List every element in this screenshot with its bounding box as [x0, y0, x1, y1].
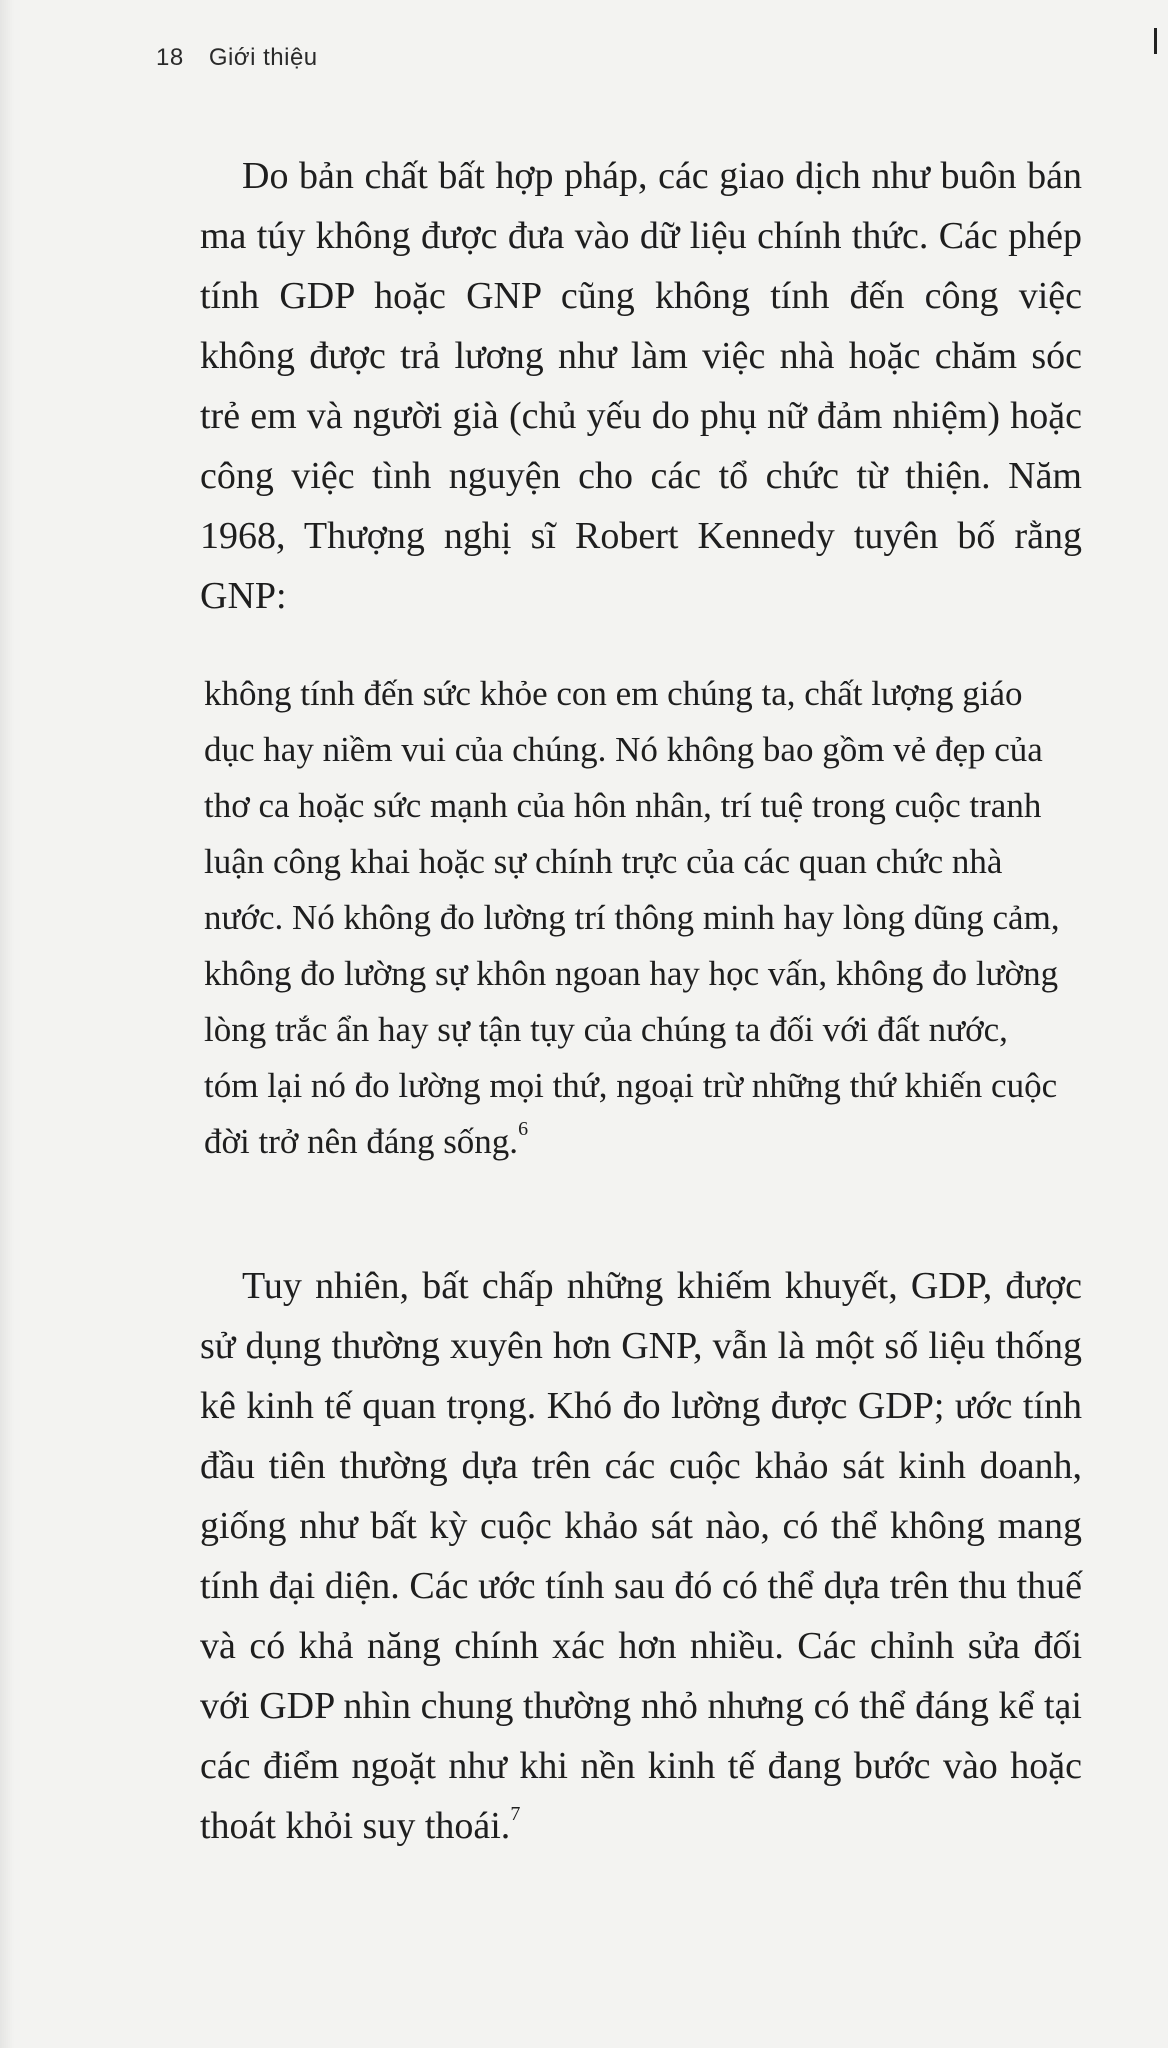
block-quote	[204, 666, 1070, 1170]
paragraph-2	[200, 1256, 1082, 1856]
page-number: 18	[156, 44, 184, 71]
section-title: Giới thiệu	[208, 44, 318, 71]
paragraph-2-text: Tuy nhiên, bất chấp những khiếm khuyết, GDP, được sử dụng thường xuyên hơn GNP, vẫn là một số liệu thống kê kinh tế quan trọng. Khó đo lường được GDP; ước tính đầu tiên thường dựa trên các cuộc khảo sát kinh doanh, giống như bất kỳ cuộc khảo sát nào, có thể không mang tính đại diện. Các ước tính sau đó có thể dựa trên thu thuế và có khả năng chính xác hơn nhiều. Các chỉnh sửa đối với GDP nhìn chung thường nhỏ nhưng có thể đáng kể tại các điểm ngoặt như khi nền kinh tế đang bước vào hoặc thoát khỏi suy thoái.	[200, 1265, 1082, 1847]
quote-text: không tính đến sức khỏe con em chúng ta, chất lượng giáo dục hay niềm vui của chúng. Nó không bao gồm vẻ đẹp của thơ ca hoặc sức mạnh của hôn nhân, trí tuệ trong cuộc tranh luận công khai hoặc sự chính trực của các quan chức nhà nước. Nó không đo lường trí thông minh hay lòng dũng cảm, không đo lường sự khôn ngoan hay học vấn, không đo lường lòng trắc ẩn hay sự tận tụy của chúng ta đối với đất nước, tóm lại nó đo lường mọi thứ, ngoại trừ những thứ khiến cuộc đời trở nên đáng sống.	[204, 674, 1060, 1161]
footnote-marker-7[interactable]: 7	[510, 1803, 521, 1825]
footnote-marker-6[interactable]: 6	[518, 1118, 529, 1140]
running-header	[156, 44, 318, 72]
scan-edge-mark	[1154, 28, 1157, 54]
paragraph-1: Do bản chất bất hợp pháp, các giao dịch như buôn bán ma túy không được đưa vào dữ liệu chính thức. Các phép tính GDP hoặc GNP cũng không tính đến công việc không được trả lương như làm việc nhà hoặc chăm sóc trẻ em và người già (chủ yếu do phụ nữ đảm nhiệm) hoặc công việc tình nguyện cho các tổ chức từ thiện. Năm 1968, Thượng nghị sĩ Robert Kennedy tuyên bố rằng GNP:	[200, 155, 1082, 617]
page-gutter-shadow	[0, 0, 14, 2048]
